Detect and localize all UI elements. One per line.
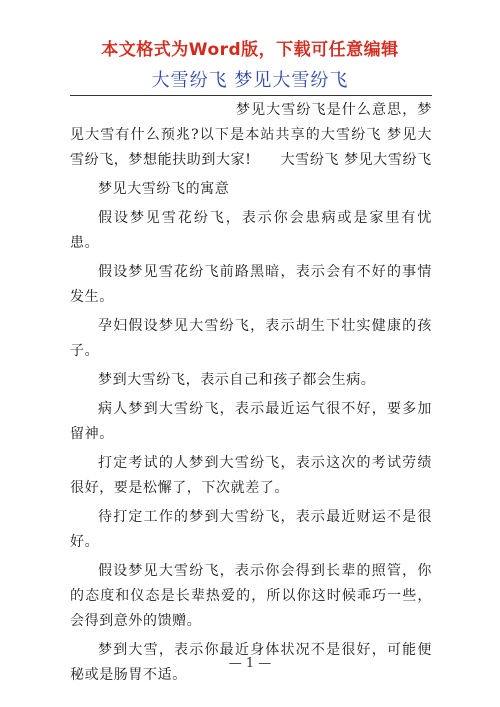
document-title: 大雪纷飞 梦见大雪纷飞 (151, 70, 349, 91)
title-divider (70, 95, 432, 96)
paragraph: 病人梦到大雪纷飞，表示最近运气很不好，要多加留神。 (70, 401, 432, 442)
paragraph-text: 梦见大雪纷飞是什么意思，梦见大雪有什么预兆?以下是本站共享的大雪纷飞 梦见大雪纷飞，梦想能扶助到大家! 大雪纷飞 梦见大雪纷飞 (70, 102, 432, 168)
paragraph: 打定考试的人梦到大雪纷飞，表示这次的考试劳绩很好，要是松懈了，下次就差了。 (70, 455, 432, 496)
download-banner: 本文格式为Word版，下载可任意编辑 (101, 40, 399, 60)
paragraph: 待打定工作的梦到大雪纷飞，表示最近财运不是很好。 (70, 509, 432, 550)
paragraph: 梦到大雪纷飞，表示自己和孩子都会生病。 (98, 372, 376, 388)
paragraph: 梦到大雪，表示你最近身体状况不是很好，可能便秘或是肠胃不适。 (70, 642, 432, 683)
paragraph: 孕妇假设梦见大雪纷飞，表示胡生下壮实健康的孩子。 (70, 318, 432, 359)
paragraph: 假设梦见雪花纷飞，表示你会患病或是家里有忧患。 (70, 210, 432, 251)
page-number: — 1 — (228, 656, 272, 671)
paragraph: 梦见大雪纷飞的寓意 (98, 181, 230, 197)
paragraph: 假设梦见雪花纷飞前路黑暗，表示会有不好的事情发生。 (70, 264, 432, 305)
paragraph: 假设梦见大雪纷飞，表示你会得到长辈的照管，你的态度和仪态是长辈热爱的，所以你这时候乖巧一些，会得到意外的馈赠。 (70, 563, 432, 629)
document-body (70, 98, 432, 692)
paragraph (70, 98, 432, 173)
